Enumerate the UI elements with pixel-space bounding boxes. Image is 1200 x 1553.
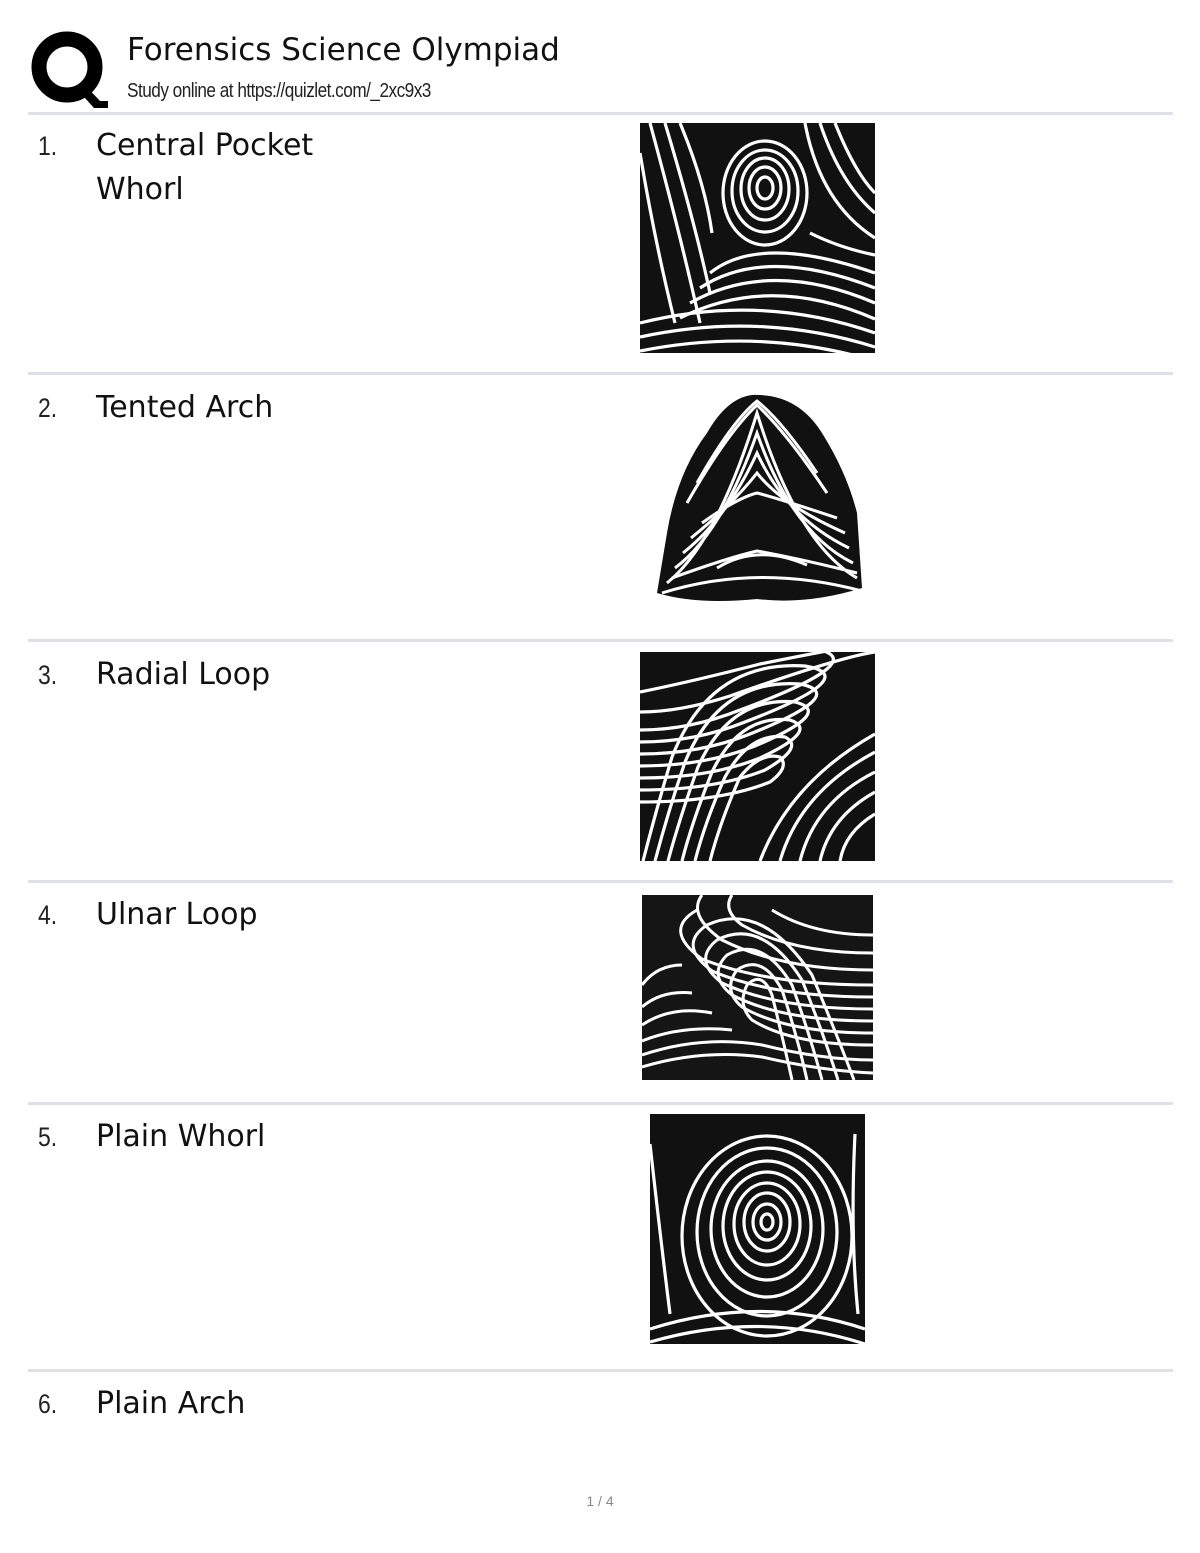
card-term: Tented Arch: [96, 390, 274, 425]
divider: [28, 372, 1173, 375]
card-number: 3.: [38, 660, 58, 690]
card-term: Plain Whorl: [96, 1119, 266, 1154]
page-number: 1 / 4: [586, 1493, 614, 1509]
card-number: 2.: [38, 393, 58, 423]
fingerprint-central-pocket-whorl-image: [640, 123, 875, 353]
fingerprint-tented-arch-image: [657, 393, 862, 605]
fingerprint-radial-loop-image: [640, 652, 875, 861]
card-number: 1.: [38, 131, 58, 161]
quizlet-logo-icon: [30, 28, 108, 108]
card-term: Ulnar Loop: [96, 897, 258, 932]
divider: [28, 1369, 1173, 1372]
card-term: Central Pocket Whorl: [96, 128, 314, 207]
fingerprint-ulnar-loop-image: [642, 895, 873, 1080]
page-title: Forensics Science Olympiad: [127, 32, 560, 68]
fingerprint-plain-whorl-image: [650, 1114, 865, 1344]
card-term: Plain Arch: [96, 1386, 246, 1421]
study-online-link[interactable]: Study online at https://quizlet.com/_2xc9x3: [127, 80, 431, 102]
divider: [28, 1102, 1173, 1105]
divider: [28, 112, 1173, 115]
card-number: 4.: [38, 900, 58, 930]
card-number: 5.: [38, 1122, 58, 1152]
card-term: Radial Loop: [96, 657, 271, 692]
divider: [28, 639, 1173, 642]
card-number: 6.: [38, 1389, 58, 1419]
divider: [28, 880, 1173, 883]
